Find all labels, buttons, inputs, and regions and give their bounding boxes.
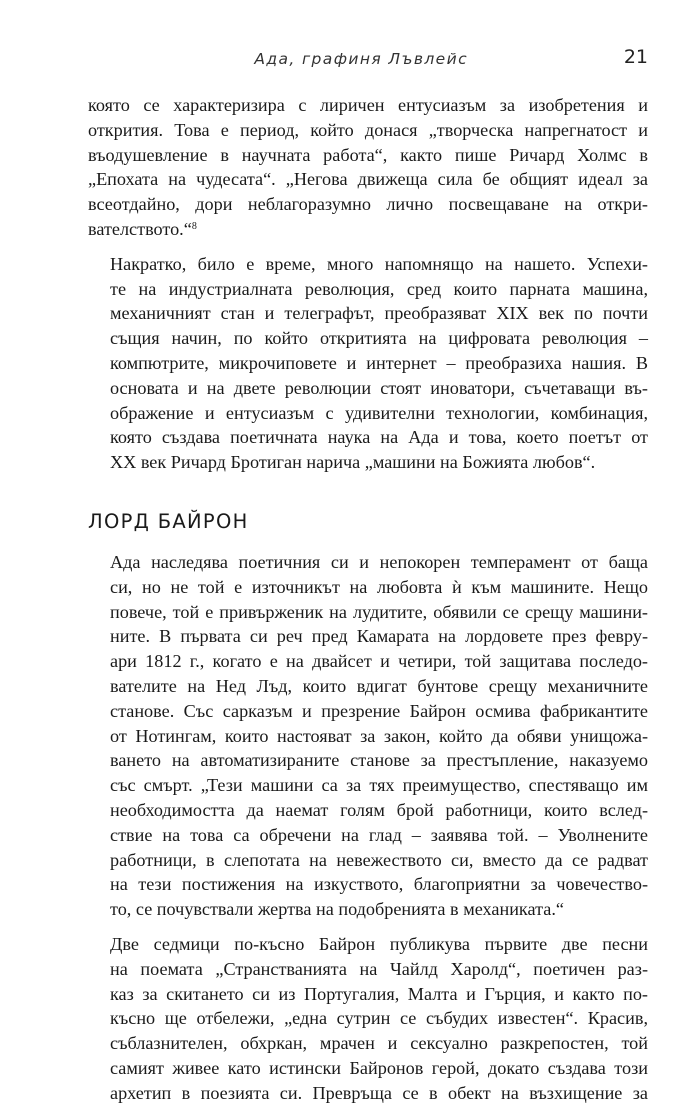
text-line: каз за скитането си из Португалия, Малта и Гърция, и както по- (110, 983, 648, 1004)
text-line: механичният стан и телеграфът, преобразяват XIX век по почти (110, 303, 648, 324)
text-line: късно ще отбележи, „една сутрин се събудих известен“. Красив, (110, 1008, 648, 1029)
page-number: 21 (623, 46, 648, 68)
text-line: ването на автоматизираните станове за престъпление, наказуемо (110, 750, 648, 771)
text-line: „Епохата на чудесата“. „Негова движеща сила бе общият идеал за (88, 169, 648, 190)
text-line: Ада наследява поетичния си и непокорен темперамент от баща (110, 551, 648, 572)
text-line: на тези постижения на изкуството, благоприятни за човечество- (110, 874, 648, 895)
text-line: ните. В първата си реч пред Камарата на лордовете през февру- (110, 626, 648, 647)
paragraph-continuation (88, 93, 648, 242)
text-line (88, 217, 648, 242)
running-header (0, 44, 700, 76)
text-line: със смърт. „Тези машини са за тях преимущество, спестяващо им (110, 775, 648, 796)
text-line: ари 1812 г., когато е на двайсет и четири, той защитава последо- (110, 651, 648, 672)
text-line: си, но не той е източникът на любовта ѝ към машините. Нещо (110, 576, 648, 597)
text-line: необходимостта да наемат голям брой работници, които вслед- (110, 799, 648, 820)
text-line: архетип в поезията си. Превръща се в обект на възхищение за (110, 1082, 648, 1103)
text-line: XX век Ричард Бротиган нарича „машини на Божията любов“. (110, 452, 596, 473)
text-line: самият живее като истински Байронов герой, докато създава този (110, 1057, 648, 1078)
text-line: Накратко, било е време, много напомнящо на нашето. Успехи- (110, 253, 648, 274)
text-line: въодушевление в научната работа“, както пише Ричард Холмс в (88, 144, 648, 165)
running-title: Ада, графиня Лъвлейс (254, 50, 468, 68)
text-line: ствие на това са обречени на глад – заявява той. – Уволнените (110, 824, 648, 845)
paragraph (88, 252, 648, 475)
text-line: то, се почувствали жертва на подобренията в механиката.“ (110, 899, 564, 920)
text-line: ображение и ентусиазъм с удивителни технологии, комбинация, (110, 402, 648, 423)
section-heading: ЛОРД БАЙРОН (88, 509, 249, 533)
text-line: те на индустриалната революция, сред които парната машина, (110, 278, 648, 299)
text-line: компютрите, микрочиповете и интернет – преобразиха нашия. В (110, 352, 648, 373)
text-line: открития. Това е период, който донася „творческа напрегнатост и (88, 119, 648, 140)
text-line: основата и на двете революции стоят иноватори, съчетаващи въ- (110, 377, 648, 398)
text-line: която се характеризира с лиричен ентусиазъм за изобретения и (88, 95, 648, 115)
text-line: вателите на Нед Лъд, които вдигат бунтове срещу механичните (110, 675, 648, 696)
paragraph (88, 550, 648, 922)
text-line: на поемата „Странстванията на Чайлд Харолд“, поетичен раз- (110, 958, 648, 979)
text-line: същия начин, по който откритията на цифровата революция – (110, 328, 648, 349)
text-line: Две седмици по-късно Байрон публикува първите две песни (110, 933, 648, 954)
text-line-content: вателството.“ (88, 218, 192, 239)
text-line: всеотдайно, дори неблагоразумно лично посвещаване на откри- (88, 194, 648, 215)
text-line: от Нотингам, които настояват за закон, който да обяви унищожа- (110, 725, 648, 746)
text-line: съблазнителен, обхркан, мрачен и сексуално разкрепостен, той (110, 1033, 648, 1054)
paragraph (88, 932, 648, 1105)
text-line: станове. Със сарказъм и презрение Байрон осмива фабрикантите (110, 700, 648, 721)
text-line: работници, в слепотата на невежеството си, вместо да се радват (110, 849, 648, 870)
text-line: повече, той е привърженик на лудитите, обявили се срещу машини- (110, 601, 648, 622)
text-line: която създава поетичната наука на Ада и това, което поетът от (110, 427, 648, 448)
body-text (88, 93, 648, 1105)
footnote-marker: 8 (191, 220, 197, 232)
